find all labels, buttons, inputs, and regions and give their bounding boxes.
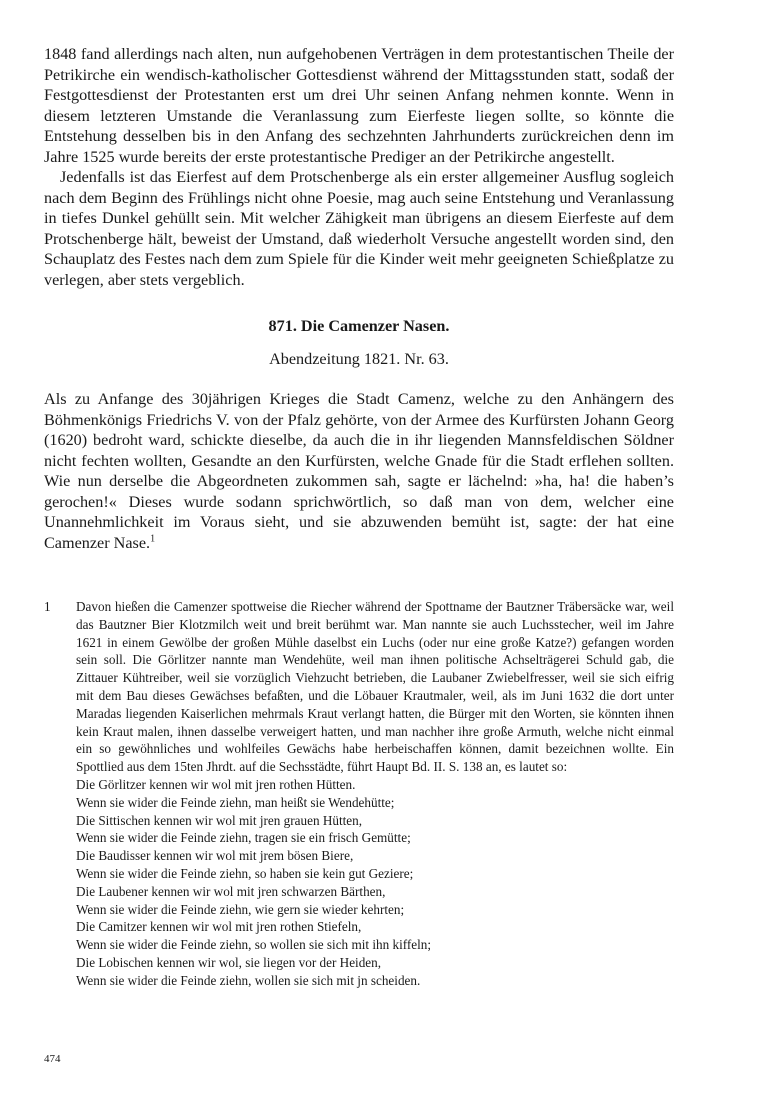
verse-line: Wenn sie wider die Feinde ziehn, so wollen sie sich mit ihn kiffeln; bbox=[76, 937, 432, 953]
verse-line: Die Laubener kennen wir wol mit jren schwarzen Bärthen, bbox=[76, 883, 386, 899]
verse bbox=[76, 776, 674, 990]
verse-line: Wenn sie wider die Feinde ziehn, wollen sie sich mit jn scheiden. bbox=[76, 972, 421, 988]
verse-line: Die Görlitzer kennen wir wol mit jren rothen Hütten. bbox=[76, 776, 356, 792]
verse-line: Die Lobischen kennen wir wol, sie liegen vor der Heiden, bbox=[76, 954, 382, 970]
verse-line: Wenn sie wider die Feinde ziehn, tragen sie ein frisch Gemütte; bbox=[76, 830, 411, 846]
section-paragraph-text: Als zu Anfange des 30jährigen Krieges die Stadt Camenz, welche zu den Anhängern des Böhmenkönigs Friedrichs V. von der Pfalz gehörte, von der Armee des Kurfürsten Johann Georg (1620) bedroht ward, schickte dieselbe, da auch die in ihr liegenden Mannsfeldischen Söldner nicht fechten wollten, Gesandte an den Kurfürsten, welche Gnade für die Stadt erflehen sollten. Wie nun derselbe die Abgeordneten zukommen sah, sagte er lächelnd: »ha, ha! die haben’s gerochen!« Dieses wurde sodann sprichwörtlich, so daß man von dem, welcher eine Unannehmlichkeit im Voraus sieht, und sie abzuwenden bemüht ist, sagte: der hat eine Camenzer Nase. bbox=[44, 390, 674, 552]
verse-line: Die Sittischen kennen wir wol mit jren grauen Hütten, bbox=[76, 812, 363, 828]
intro-text bbox=[44, 44, 674, 290]
verse-line: Die Camitzer kennen wir wol mit jren rothen Stiefeln, bbox=[76, 919, 362, 935]
intro-paragraph-2: Jedenfalls ist das Eierfest auf dem Protschenberge als ein erster allgemeiner Ausflug sogleich nach dem Beginn des Frühlings nicht ohne Poesie, mag auch seine Entstehung und Veranlassung in tiefes Dunkel gehüllt sein. Mit welcher Zähigkeit man übrigens an diesem Eierfeste auf dem Protschenberge hält, beweist der Umstand, daß wiederholt Versuche angestellt worden sind, den Schauplatz des Festes nach dem zum Spiele für die Kinder weit mehr geeigneten Schießplatze zu verlegen, aber stets vergeblich. bbox=[44, 168, 674, 289]
intro-paragraph-1: 1848 fand allerdings nach alten, nun aufgehobenen Verträgen in dem protestantischen Theile der Petrikirche ein wendisch-katholischer Gottesdienst während der Mittagsstunden statt, sodaß der Festgottesdienst der Protestanten erst um drei Uhr seinen Anfang nehmen konnte. Wenn in diesem letzteren Umstande die Veranlassung zum Eierfeste liegen sollte, so könnte die Entstehung desselben bis in den Anfang des sechzehnten Jahrhunderts zurückreichen denn im Jahre 1525 wurde bereits der erste protestantische Prediger an der Petrikirche angestellt. bbox=[44, 45, 674, 166]
footnote-body bbox=[76, 598, 674, 990]
section-source: Abendzeitung 1821. Nr. 63. bbox=[269, 349, 449, 368]
section-paragraph bbox=[44, 389, 674, 553]
verse-line: Wenn sie wider die Feinde ziehn, wie gern sie wieder kehrten; bbox=[76, 901, 405, 917]
verse-line: Wenn sie wider die Feinde ziehn, so haben sie kein gut Geziere; bbox=[76, 865, 414, 881]
section-body bbox=[44, 389, 674, 553]
section-title: 871. Die Camenzer Nasen. bbox=[268, 317, 450, 335]
footnote bbox=[44, 598, 674, 990]
page-number: 474 bbox=[44, 1053, 61, 1065]
page-content bbox=[44, 44, 674, 553]
footnote-text: Davon hießen die Camenzer spottweise die Riecher während der Spottname der Bautzner Träbersäcke war, weil das Bautzner Bier Klotzmilch weit und breit berühmt war. Man nannte sie auch Luchsstecher, weil im Jahre 1621 in einem Gewölbe der großen Mühle daselbst ein Luchs (oder nur eine große Katze?) gefangen worden sein soll. Die Görlitzer nannte man Wendehüte, weil man ihnen politische Achselträgerei Schuld gab, die Zittauer Kühtreiber, weil sie vorzüglich Viehzucht betrieben, die Laubaner Zwiebelfresser, weil sie sich eifrig mit dem Bau dieses Gewächses befaßten, und die Löbauer Krautmaler, weil, als im Juni 1632 die dort unter Maradas liegenden Kaiserlichen mehrmals Kraut verlangt hatten, die Bürger mit den Worten, sie könnten ihnen kein Kraut malen, ihnen dasselbe verweigert hatten, und man nachher ihre große Armuth, welche nicht einmal ein so gewöhnliches und wohlfeiles Gewächs habe herbeischaffen können, damit bezeichnen wollte. Ein Spottlied aus dem 15ten Jhrdt. auf die Sechsstädte, führt Haupt Bd. II. S. 138 an, es lautet so: bbox=[76, 599, 674, 775]
footnote-number: 1 bbox=[44, 599, 51, 614]
footnote-reference[interactable]: 1 bbox=[150, 533, 156, 545]
verse-line: Wenn sie wider die Feinde ziehn, man heißt sie Wendehütte; bbox=[76, 794, 395, 810]
verse-line: Die Baudisser kennen wir wol mit jrem bösen Biere, bbox=[76, 848, 354, 864]
